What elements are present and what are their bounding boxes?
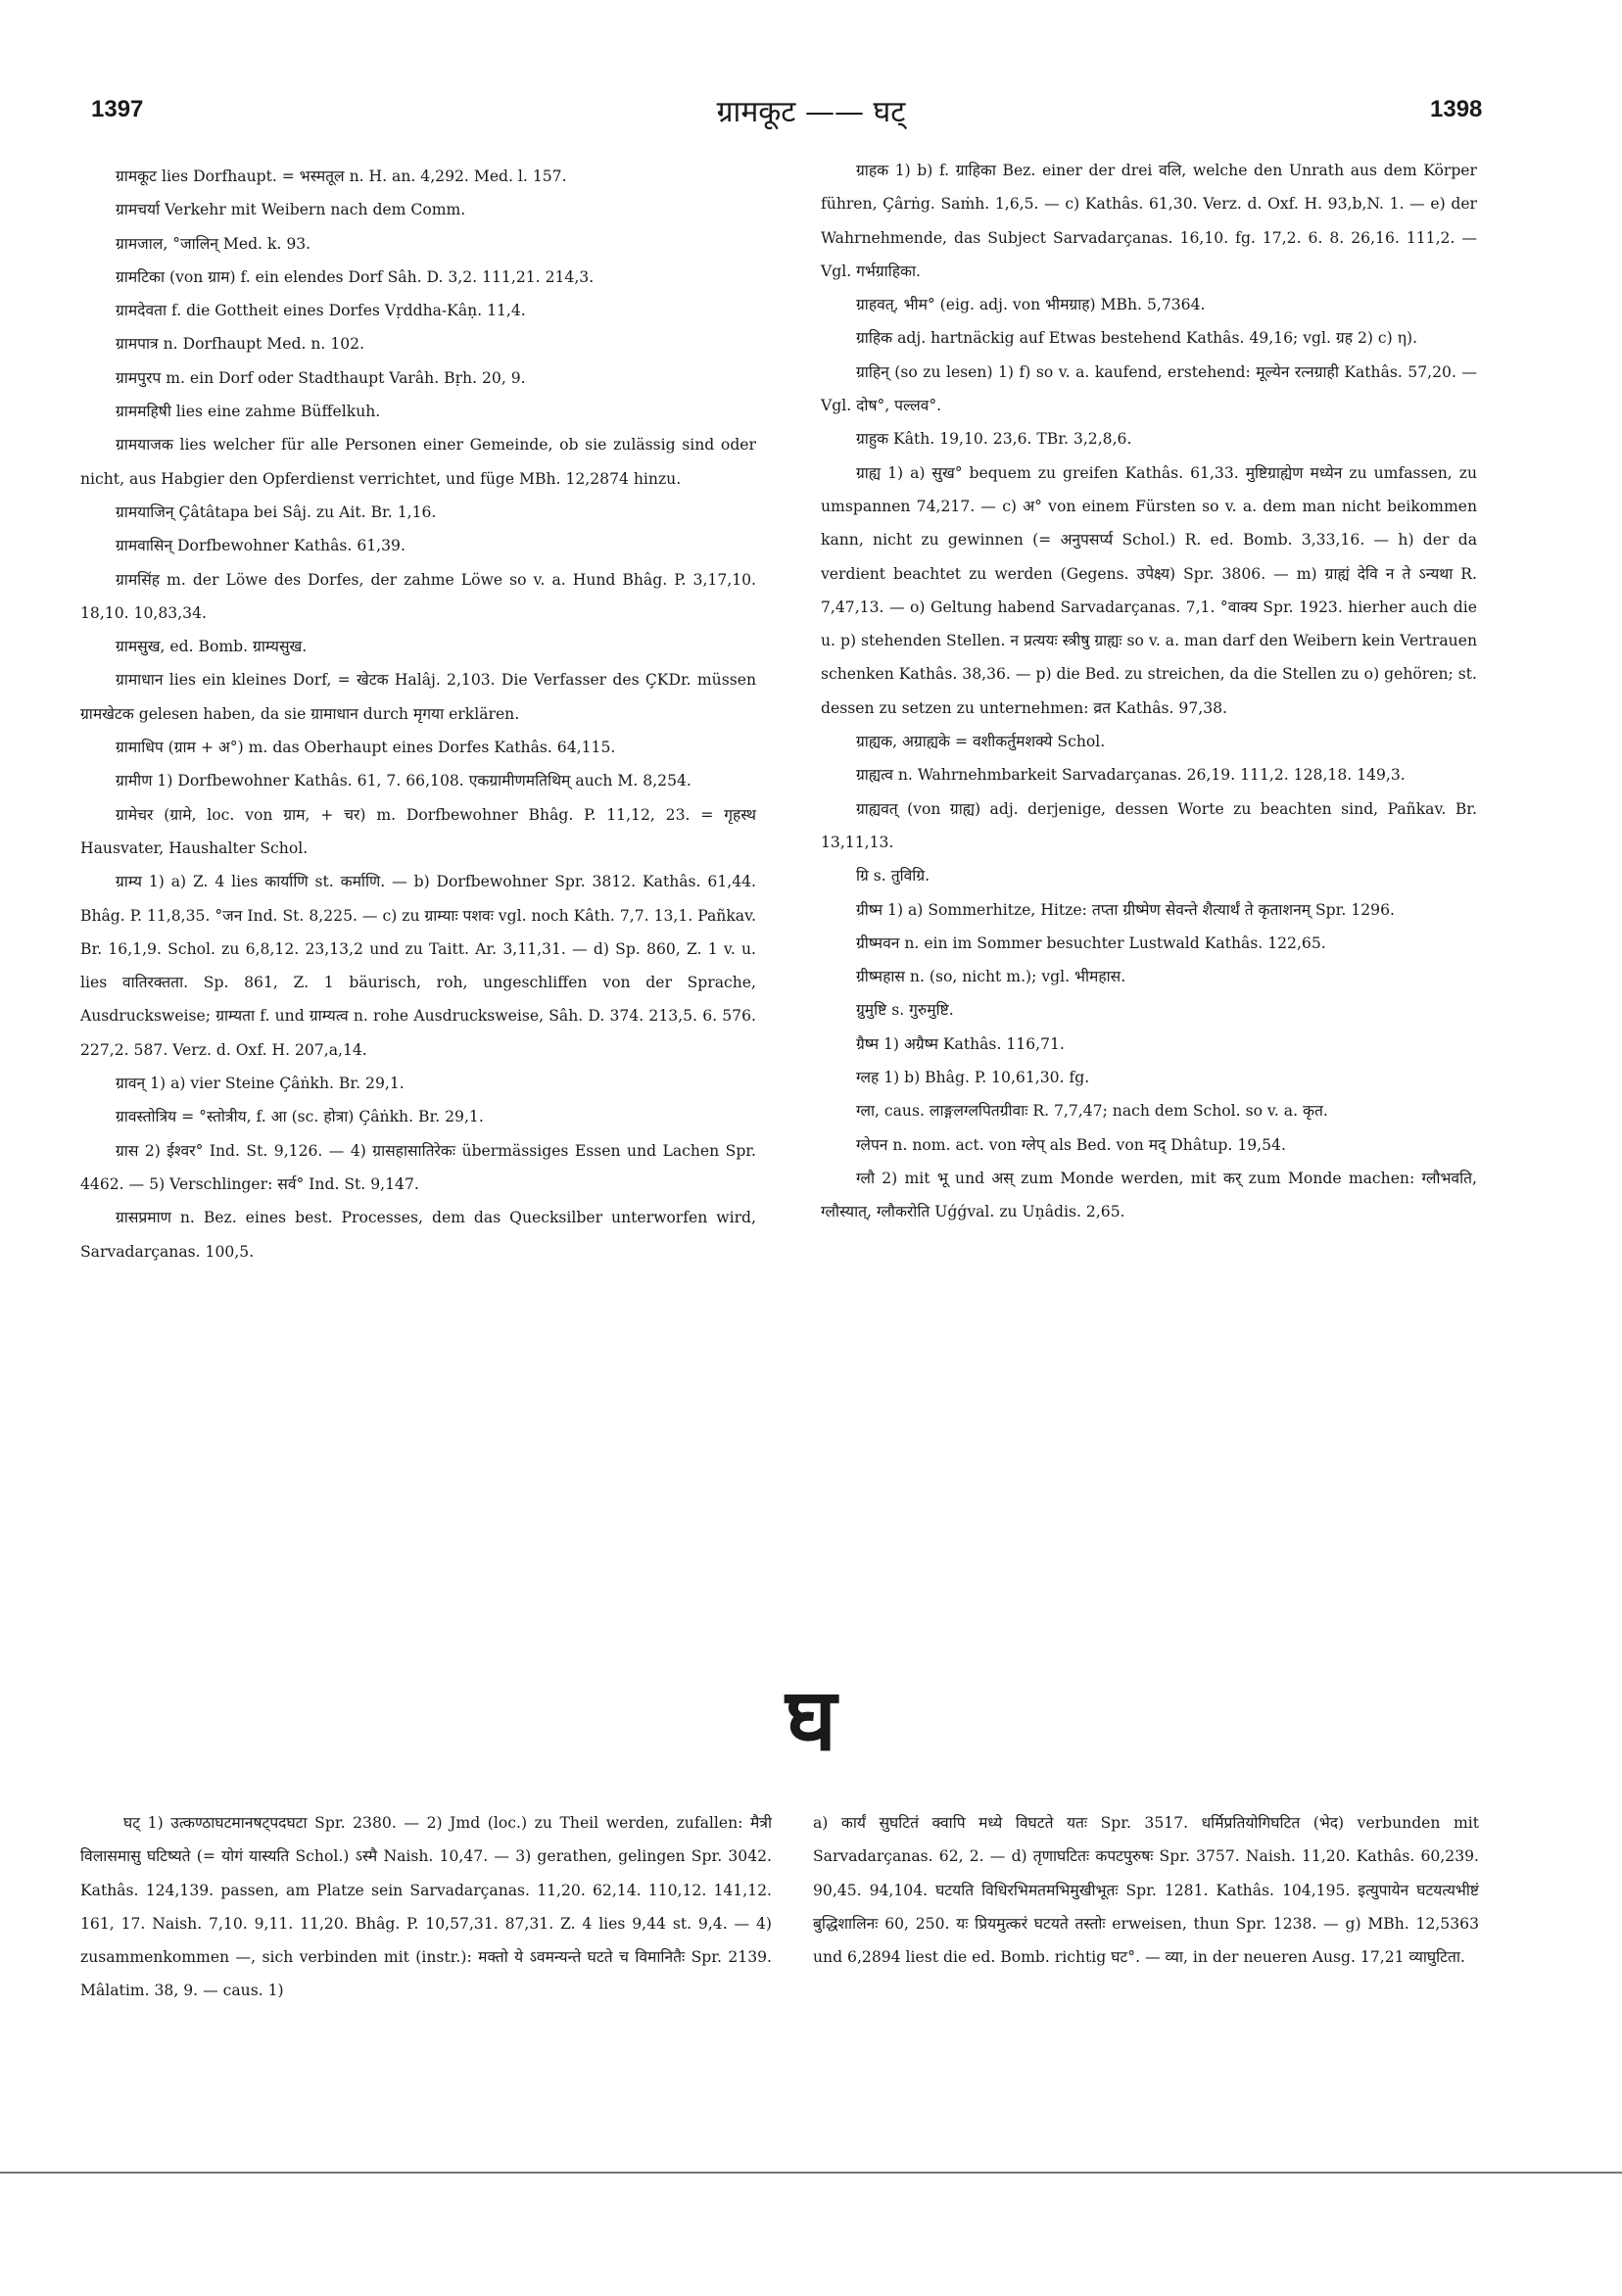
entry: ग्रामकूट lies Dorfhaupt. = भस्मतूल n. H. an. 4,292. Med. l. 157. [116,167,567,185]
entry: ग्राहुक Kâth. 19,10. 23,6. TBr. 3,2,8,6. [856,430,1132,449]
entry: ग्रामपुरप m. ein Dorf oder Stadthaupt Varâh. Bṛh. 20, 9. [116,368,526,387]
entry: ग्रामीण 1) Dorfbewohner Kathâs. 61, 7. 66,108. एकग्रामीणमतिथिम् auch M. 8,254. [116,772,692,790]
entry: ग्रामवासिन् Dorfbewohner Kathâs. 61,39. [116,537,406,555]
bottom-right-column [813,1806,1479,1974]
left-column [80,160,756,1268]
entry: ग्लौ 2) mit भू und अस् zum Monde werden, mit कर् zum Monde machen: ग्लौभवति, ग्लौस्यात्, ग्लौकरोति Uǵǵval. zu Uṇâdis. 2,65. [821,1169,1477,1221]
entry: ग्रामयाजिन् Çâtâtapa bei Sâj. zu Ait. Br. 1,16. [116,502,437,521]
entry: ग्रावन् 1) a) vier Steine Çâṅkh. Br. 29,1. [116,1075,405,1093]
entry: ग्रामजाल, °जालिन् Med. k. 93. [116,234,311,253]
entry: ग्लेपन n. nom. act. von ग्लेप् als Bed. von मद् Dhâtup. 19,54. [856,1135,1286,1154]
entry: ग्रुमुष्टि s. गुरुमुष्टि. [856,1001,954,1020]
entry: ग्रामदेवता f. die Gottheit eines Dorfes Vṛddha-Kâṇ. 11,4. [116,302,526,320]
entry: ग्रि s. तुविग्रि. [856,867,930,885]
entry: ग्राह्यक, अग्राह्यके = वशीकर्तुमशक्ये Schol. [856,733,1106,751]
page-divider [0,2172,1622,2174]
entry: ग्राम्य 1) a) Z. 4 lies कार्याणि st. कर्माणि. — b) Dorfbewohner Spr. 3812. Kathâs. 61,44. Bhâg. P. 11,8,35. °जन Ind. St. 8,225. — c) zu ग्राम्याः पशवः vgl. noch Kâth. 7,7. 13,1. Pañkav. Br. 16,1,9. Schol. zu 6,8,12. 23,13,2 und zu Taitt. Ar. 3,11,31. — d) Sp. 860, Z. 1 v. u. lies वातिरक्तता. Sp. 861, Z. 1 bäurisch, roh, ungeschliffen von der Sprache, Ausdrucksweise; ग्राम्यता f. und ग्राम्यत्व n. rohe Ausdrucksweise, Sâh. D. 374. 213,5. 6. 576. 227,2. 587. Verz. d. Oxf. H. 207,a,14. [80,873,756,1059]
entry: ग्रैष्म 1) अग्रैष्म Kathâs. 116,71. [856,1034,1065,1053]
entry: ग्ला, caus. लाङ्गलग्लपितग्रीवाः R. 7,7,47; nach dem Schol. so v. a. कृत. [856,1102,1328,1121]
entry: ग्राममहिषी lies eine zahme Büffelkuh. [116,403,381,421]
entry: ग्रामेचर (ग्रामे, loc. von ग्राम, + चर) m. Dorfbewohner Bhâg. P. 11,12, 23. = गृहस्थ Hausvater, Haushalter Schol. [80,805,756,857]
entry: ग्रामाधिप (ग्राम + अ°) m. das Oberhaupt eines Dorfes Kathâs. 64,115. [116,739,616,757]
page-number-right: 1398 [1430,96,1483,122]
entry: ग्रामचर्या Verkehr mit Weibern nach dem Comm. [116,201,466,219]
entry: ग्रामटिका (von ग्राम) f. ein elendes Dorf Sâh. D. 3,2. 111,21. 214,3. [116,267,595,286]
entry: घट् 1) उत्कण्ठाघटमानषट्पदघटा Spr. 2380. — 2) Jmd (loc.) zu Theil werden, zufallen: मैत्री विलासमासु घटिष्यते (= योगं यास्यति Schol.) ऽस्मै Naish. 10,47. — 3) gerathen, gelingen Spr. 3042. Kathâs. 124,139. passen, am Platze sein Sarvadarçanas. 11,20. 62,14. 110,12. 141,12. 161, 17. Naish. 7,10. 9,11. 11,20. Bhâg. P. 10,57,31. 87,31. Z. 4 lies 9,44 st. 9,4. — 4) zusammenkommen —, sich verbinden mit (instr.): मक्तो ये ऽवमन्यन्ते घटते च विमानितैः Spr. 2139. Mâlatim. 38, 9. — caus. 1) [80,1814,772,2000]
entry: ग्रीष्म 1) a) Sommerhitze, Hitze: तप्ता ग्रीष्मेण सेवन्ते शैत्यार्थं ते कृताशनम् Spr. 1296. [856,900,1395,919]
entry: ग्रावस्तोत्रिय = °स्तोत्रीय, f. आ (sc. होत्रा) Çâṅkh. Br. 29,1. [116,1108,484,1126]
entry: ग्राह्यवत् (von ग्राह्य) adj. derjenige, dessen Worte zu beachten sind, Pañkav. Br. 13,11,13. [821,799,1477,851]
page-number-left: 1397 [91,96,144,122]
entry: ग्रीष्मवन n. ein im Sommer besuchter Lustwald Kathâs. 122,65. [856,933,1326,952]
entry: ग्रास 2) ईश्वर° Ind. St. 9,126. — 4) ग्रासहासातिरेकः übermässiges Essen und Lachen Spr. 4462. — 5) Verschlinger: सर्व° Ind. St. 9,147. [80,1141,756,1193]
running-head: ग्रामकूट —— घट् [716,95,906,129]
entry: ग्रासप्रमाण n. Bez. eines best. Processes, dem das Quecksilber unterworfen wird, Sarvadarçanas. 100,5. [80,1209,756,1261]
entry: ग्राहवत्, भीम° (eig. adj. von भीमग्राह) MBh. 5,7364. [856,296,1206,314]
entry: ग्रामयाजक lies welcher für alle Personen einer Gemeinde, ob sie zulässig sind oder nicht, aus Habgier den Opferdienst verrichtet, und füge MBh. 12,2874 hinzu. [80,436,756,488]
bottom-left-column [80,1806,772,2008]
entry: a) कार्यं सुघटितं क्वापि मध्ये विघटते यतः Spr. 3517. धर्मिप्रतियोगिघटित (भेद) verbunden mit Sarvadarçanas. 62, 2. — d) तृणाघटितः कपटपुरुषः Spr. 3757. Naish. 11,20. Kathâs. 60,239. 90,45. 94,104. घटयति विधिरभिमतमभिमुखीभूतः Spr. 1281. Kathâs. 104,195. इत्युपायेन घटयत्यभीष्टं बुद्धिशालिनः 60, 250. यः प्रियमुत्करं घटयते तस्तोः erweisen, thun Spr. 1238. — g) MBh. 12,5363 und 6,2894 liest die ed. Bomb. richtig घट°. — व्या, in der neueren Ausg. 17,21 व्याघुटिता. [813,1814,1479,1967]
entry: ग्राहक 1) b) f. ग्राहिका Bez. einer der drei वलि, welche den Unrath aus dem Körper führen, Çârṅg. Saṁh. 1,6,5. — c) Kathâs. 61,30. Verz. d. Oxf. H. 93,b,N. 1. — e) der Wahrnehmende, das Subject Sarvadarçanas. 16,10. fg. 17,2. 6. 8. 26,16. 111,2. — Vgl. गर्भग्राहिका. [821,162,1477,280]
entry: ग्रामसुख, ed. Bomb. ग्राम्यसुख. [116,638,308,656]
entry: ग्रामपात्र n. Dorfhaupt Med. n. 102. [116,335,365,354]
entry: ग्राह्यत्व n. Wahrnehmbarkeit Sarvadarçanas. 26,19. 111,2. 128,18. 149,3. [856,766,1406,785]
entry: ग्लह 1) b) Bhâg. P. 10,61,30. fg. [856,1069,1090,1087]
entry: ग्राह्य 1) a) सुख° bequem zu greifen Kathâs. 61,33. मुष्टिग्राह्येण मध्येन zu umfassen, zu umspannen 74,217. — c) अ° von einem Fürsten so v. a. dem man nicht beikommen kann, nicht zu gewinnen (= अनुपसर्प्य Schol.) R. ed. Bomb. 3,33,16. — h) der da verdient beachtet zu werden (Gegens. उपेक्ष्य) Spr. 3806. — m) ग्राह्यं देवि न ते ऽन्यथा R. 7,47,13. — o) Geltung habend Sarvadarçanas. 7,1. °वाक्य Spr. 1923. hierher auch die u. p) stehenden Stellen. न प्रत्ययः स्त्रीषु ग्राह्यः so v. a. man darf den Weibern kein Vertrauen schenken Kathâs. 38,36. — p) die Bed. zu streichen, da die Stellen zu o) gehören; st. dessen zu setzen zu unternehmen: व्रत Kathâs. 97,38. [821,463,1477,717]
right-column [821,154,1477,1229]
section-letter: घ [785,1668,836,1770]
entry: ग्रामसिंह m. der Löwe des Dorfes, der zahme Löwe so v. a. Hund Bhâg. P. 3,17,10. 18,10. 10,83,34. [80,570,756,622]
entry: ग्रीष्महास n. (so, nicht m.); vgl. भीमहास. [856,968,1126,986]
entry: ग्रामाधान lies ein kleines Dorf, = खेटक Halâj. 2,103. Die Verfasser des ÇKDr. müssen ग्रामखेटक gelesen haben, da sie ग्रामाधान durch मृगया erklären. [80,671,756,723]
entry: ग्राहिन् (so zu lesen) 1) f) so v. a. kaufend, erstehend: मूल्येन रत्नग्राही Kathâs. 57,20. — Vgl. दोष°, पल्लव°. [821,362,1477,415]
entry: ग्राहिक adj. hartnäckig auf Etwas bestehend Kathâs. 49,16; vgl. ग्रह 2) c) η). [856,329,1418,348]
